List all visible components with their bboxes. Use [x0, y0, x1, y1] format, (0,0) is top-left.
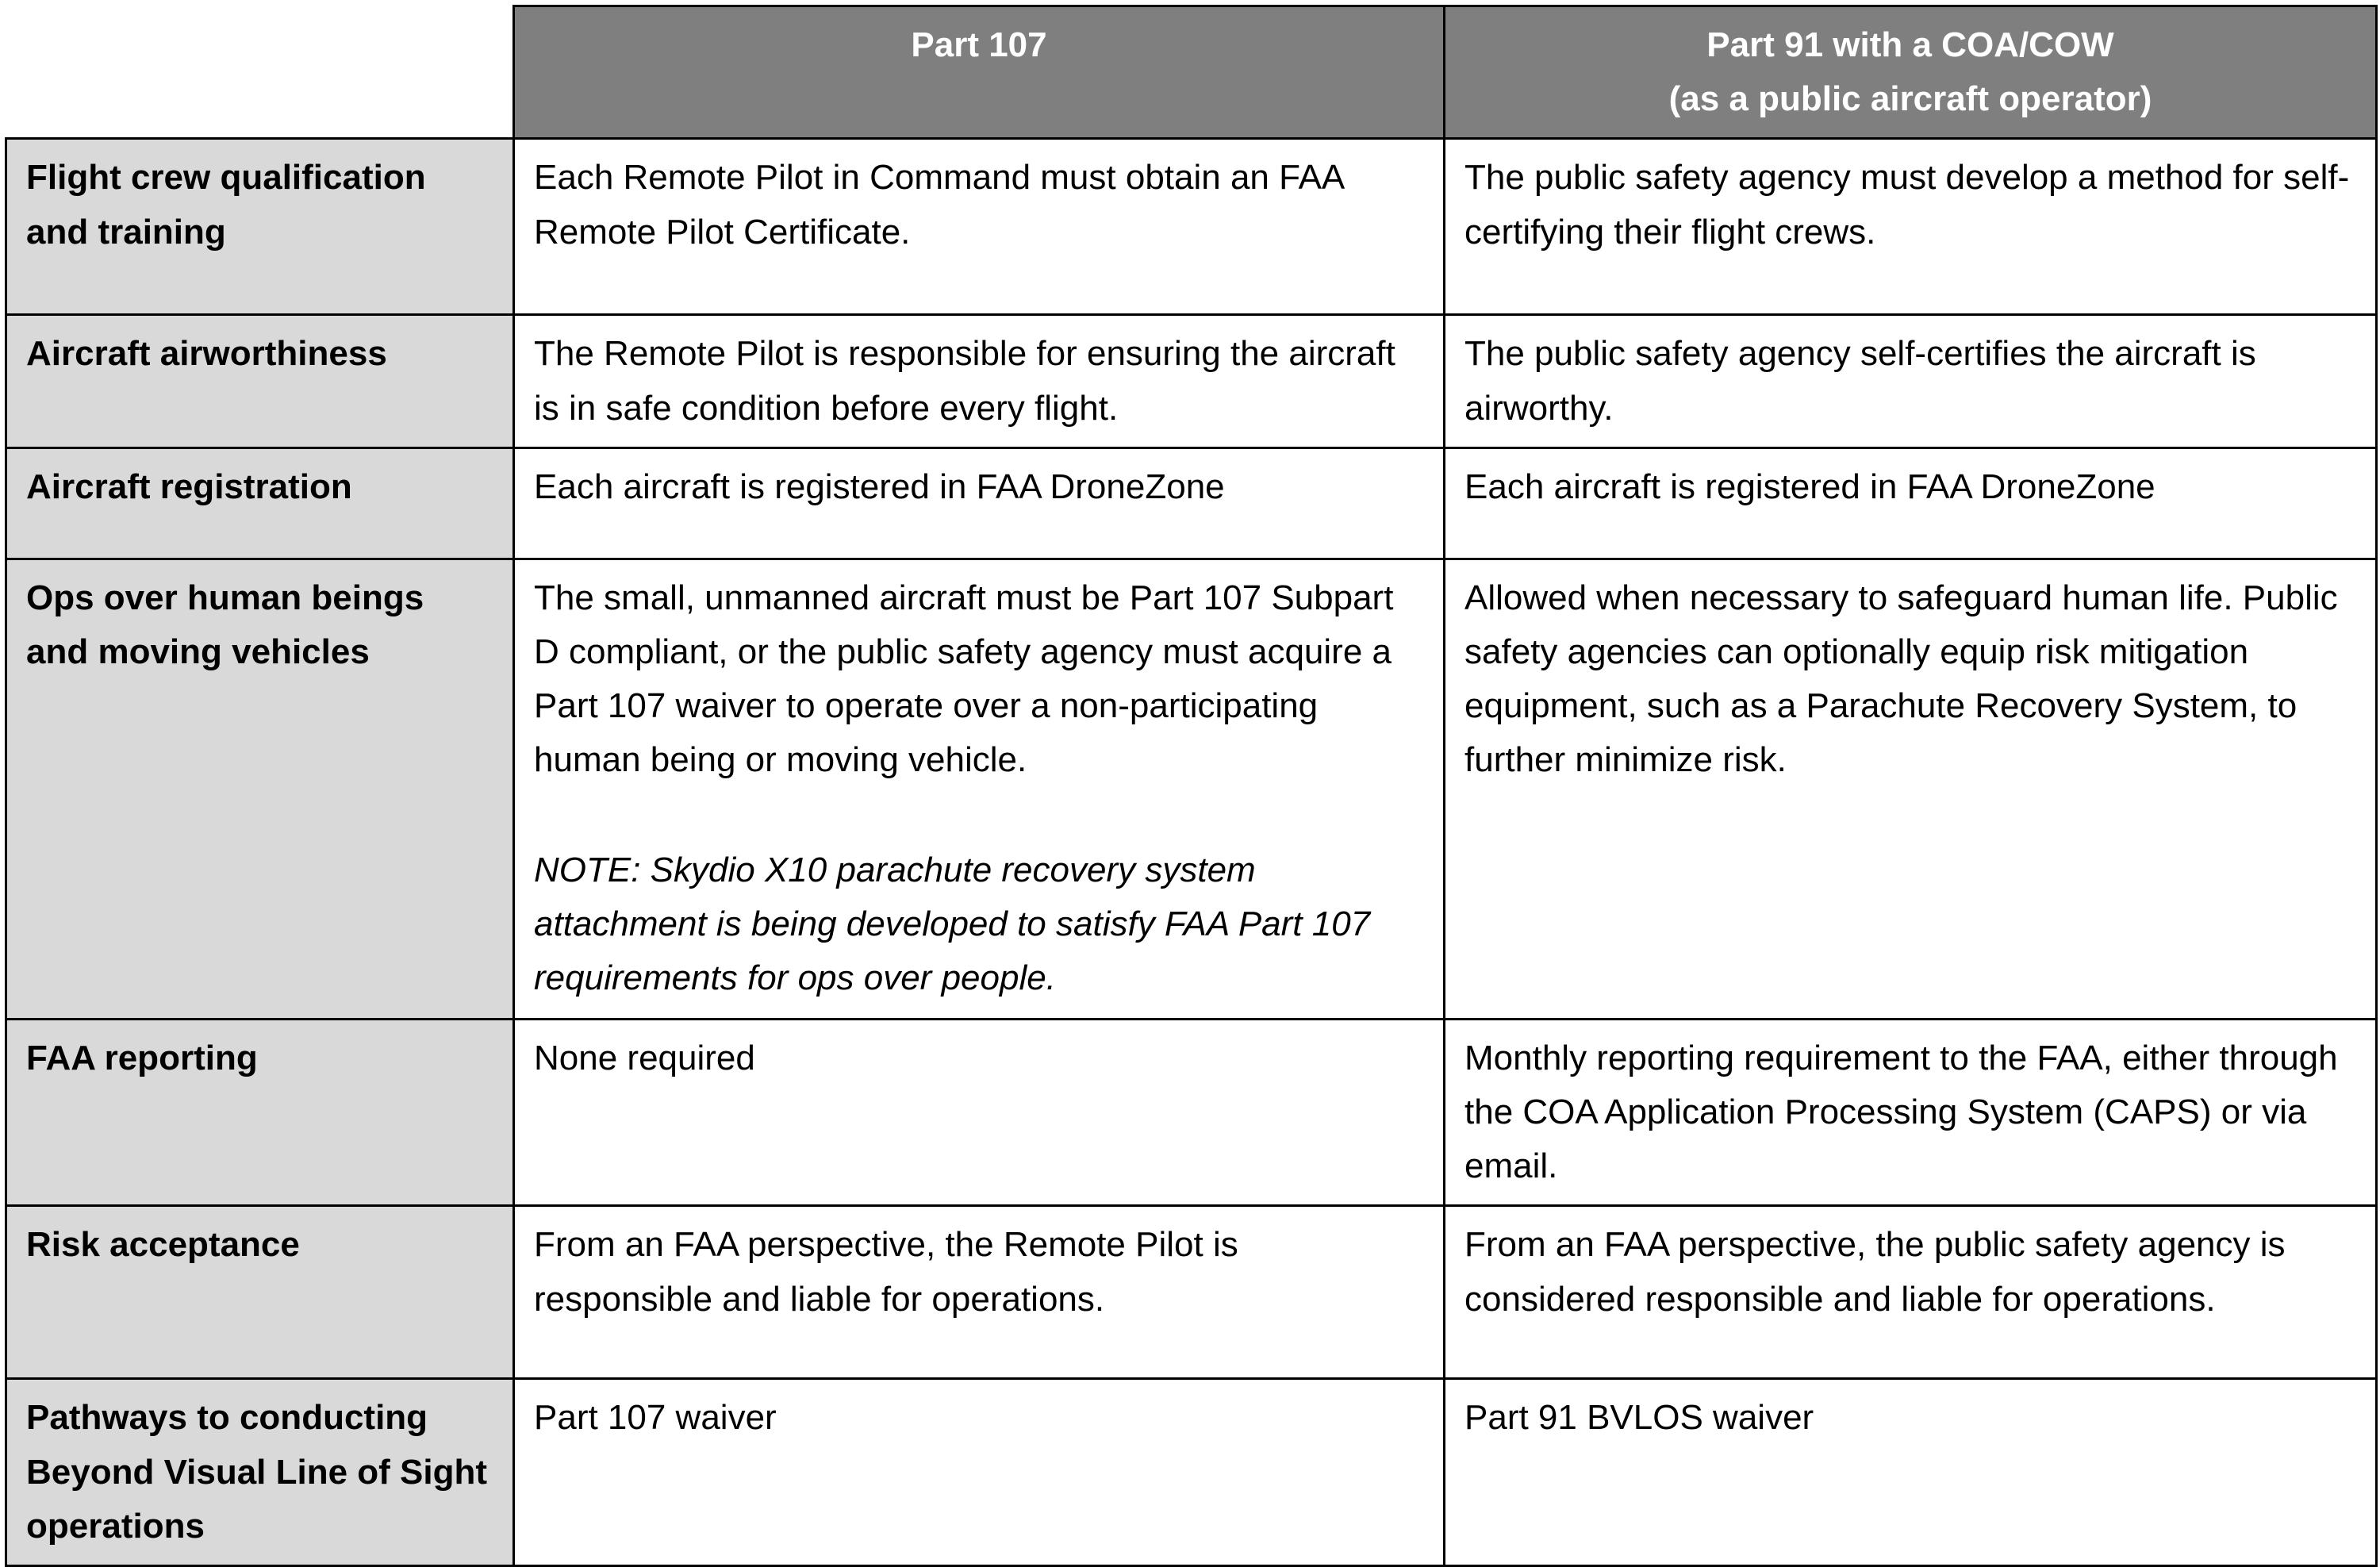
- cell-part107-registration: [514, 447, 1445, 559]
- table-row: [6, 315, 2377, 447]
- table-row: [6, 1206, 2377, 1379]
- cell-text: The public safety agency self-certifies the aircraft is airworthy.: [1464, 334, 2256, 428]
- comparison-table: [5, 5, 2378, 1567]
- header-empty-cell: [6, 6, 514, 139]
- cell-text: Each aircraft is registered in FAA DroneZone: [1464, 467, 2155, 506]
- table-row: [6, 1379, 2377, 1566]
- row-label-ops-over-humans: [6, 559, 514, 1019]
- cell-part91-bvlos-pathways: [1445, 1379, 2377, 1566]
- row-label-text: Risk acceptance: [26, 1225, 300, 1265]
- cell-text: Each aircraft is registered in FAA DroneZone: [534, 467, 1225, 506]
- cell-part107-bvlos-pathways: [514, 1379, 1445, 1566]
- row-label-flight-crew: [6, 139, 514, 315]
- cell-part91-ops-over-humans: [1445, 559, 2377, 1019]
- cell-part91-registration: [1445, 447, 2377, 559]
- row-label-risk-acceptance: [6, 1206, 514, 1379]
- header-part91-title: Part 91 with a COA/COW: [1706, 25, 2114, 64]
- cell-part91-airworthiness: [1445, 315, 2377, 447]
- header-part107: [514, 6, 1445, 139]
- header-part91: [1445, 6, 2377, 139]
- cell-text: Allowed when necessary to safeguard human life. Public safety agencies can optionally equip risk mitigation equipment, such as a Parachute Recovery System, to further minimize risk.: [1464, 578, 2338, 780]
- row-label-text: Flight crew qualification and training: [26, 158, 426, 252]
- cell-part91-risk-acceptance: [1445, 1206, 2377, 1379]
- cell-text: The public safety agency must develop a method for self-certifying their flight crews.: [1464, 158, 2350, 252]
- cell-text: The Remote Pilot is responsible for ensuring the aircraft is in safe condition before every flight.: [534, 334, 1395, 428]
- cell-text: None required: [534, 1038, 755, 1077]
- cell-text: Monthly reporting requirement to the FAA, either through the COA Application Processing System (CAPS) or via email.: [1464, 1038, 2338, 1186]
- header-part91-subtitle: (as a public aircraft operator): [1668, 79, 2152, 119]
- table-row: [6, 559, 2377, 1019]
- cell-text: Each Remote Pilot in Command must obtain an FAA Remote Pilot Certificate.: [534, 158, 1343, 252]
- cell-part91-flight-crew: [1445, 139, 2377, 315]
- cell-text: From an FAA perspective, the Remote Pilot is responsible and liable for operations.: [534, 1225, 1238, 1319]
- cell-part107-risk-acceptance: [514, 1206, 1445, 1379]
- table-row: [6, 139, 2377, 315]
- table-row: [6, 1019, 2377, 1206]
- cell-text: Part 107 waiver: [534, 1398, 777, 1438]
- row-label-text: Pathways to conducting Beyond Visual Line of Sight operations: [26, 1398, 488, 1546]
- cell-text: Part 91 BVLOS waiver: [1464, 1398, 1814, 1438]
- row-label-bvlos-pathways: [6, 1379, 514, 1566]
- header-part107-label: Part 107: [911, 25, 1047, 64]
- cell-part107-airworthiness: [514, 315, 1445, 447]
- cell-part91-faa-reporting: [1445, 1019, 2377, 1206]
- row-label-text: Aircraft airworthiness: [26, 334, 387, 374]
- cell-part107-ops-over-humans: [514, 559, 1445, 1019]
- cell-text: The small, unmanned aircraft must be Part 107 Subpart D compliant, or the public safety agency must acquire a Part 107 waiver to operate over a non-participating human being or moving vehicle.: [534, 578, 1394, 780]
- header-row: [6, 6, 2377, 139]
- cell-text: From an FAA perspective, the public safety agency is considered responsible and liable for operations.: [1464, 1225, 2286, 1319]
- row-label-text: Ops over human beings and moving vehicles: [26, 578, 424, 671]
- row-label-registration: [6, 447, 514, 559]
- row-label-text: Aircraft registration: [26, 467, 352, 506]
- table-row: [6, 447, 2377, 559]
- row-label-faa-reporting: [6, 1019, 514, 1206]
- row-label-airworthiness: [6, 315, 514, 447]
- row-label-text: FAA reporting: [26, 1038, 258, 1077]
- cell-part107-faa-reporting: [514, 1019, 1445, 1206]
- cell-part107-flight-crew: [514, 139, 1445, 315]
- cell-note-text: NOTE: Skydio X10 parachute recovery system attachment is being developed to satisfy FAA Part 107 requirements for ops over people.: [534, 850, 1371, 997]
